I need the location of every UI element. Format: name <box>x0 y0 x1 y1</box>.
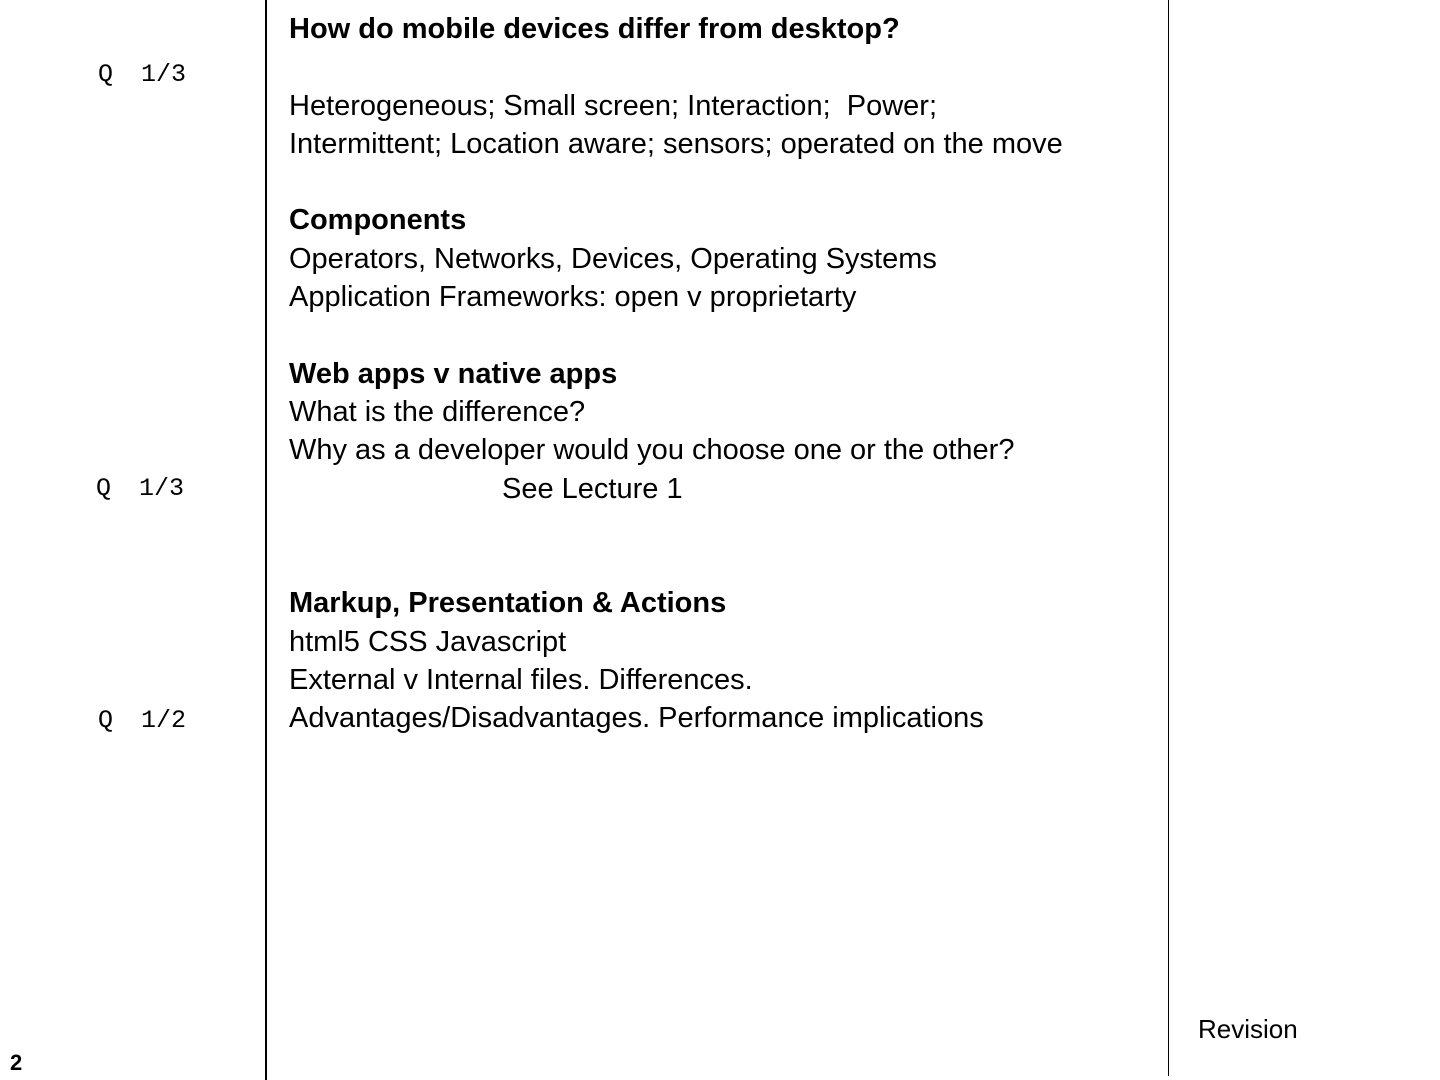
margin-note-q: Q <box>98 60 114 89</box>
spacer <box>289 163 1159 201</box>
section-heading: Markup, Presentation & Actions <box>289 587 727 620</box>
margin-note-2 <box>66 445 184 503</box>
left-margin-rule <box>265 0 267 1080</box>
lecture-reference: See Lecture 1 <box>502 472 683 505</box>
section-line: What is the difference? <box>289 395 586 428</box>
spacer <box>289 48 1159 86</box>
section-heading: Web apps v native apps <box>289 357 618 390</box>
section-line: Heterogeneous; Small screen; Interaction; Power; <box>289 89 937 122</box>
slide-content <box>289 10 1159 738</box>
spacer <box>289 316 1159 354</box>
margin-note-q: Q <box>98 706 114 735</box>
section-line: Intermittent; Location aware; sensors; operated on the move <box>289 127 1063 160</box>
section-line: External v Internal files. Differences. <box>289 664 753 697</box>
spacer <box>289 546 1159 584</box>
section-line: Operators, Networks, Devices, Operating Systems <box>289 242 937 275</box>
revision-label: Revision <box>1198 1014 1298 1044</box>
margin-note-1 <box>68 31 186 89</box>
section-line: Why as a developer would you choose one or the other? <box>289 434 1015 467</box>
margin-note-fraction: 1/2 <box>141 706 187 735</box>
margin-note-q: Q <box>96 474 112 503</box>
margin-note-fraction: 1/3 <box>139 474 185 503</box>
margin-note-3 <box>68 677 186 735</box>
right-margin-rule <box>1168 0 1169 1076</box>
section-heading: Components <box>289 204 467 237</box>
section-line: html5 CSS Javascript <box>289 625 567 658</box>
section-heading: How do mobile devices differ from desktop? <box>289 13 900 45</box>
spacer <box>289 508 1159 546</box>
page-number: 2 <box>10 1050 23 1075</box>
section-line: Application Frameworks: open v proprietarty <box>289 281 857 314</box>
margin-note-fraction: 1/3 <box>141 60 187 89</box>
section-line: Advantages/Disadvantages. Performance implications <box>289 702 984 735</box>
